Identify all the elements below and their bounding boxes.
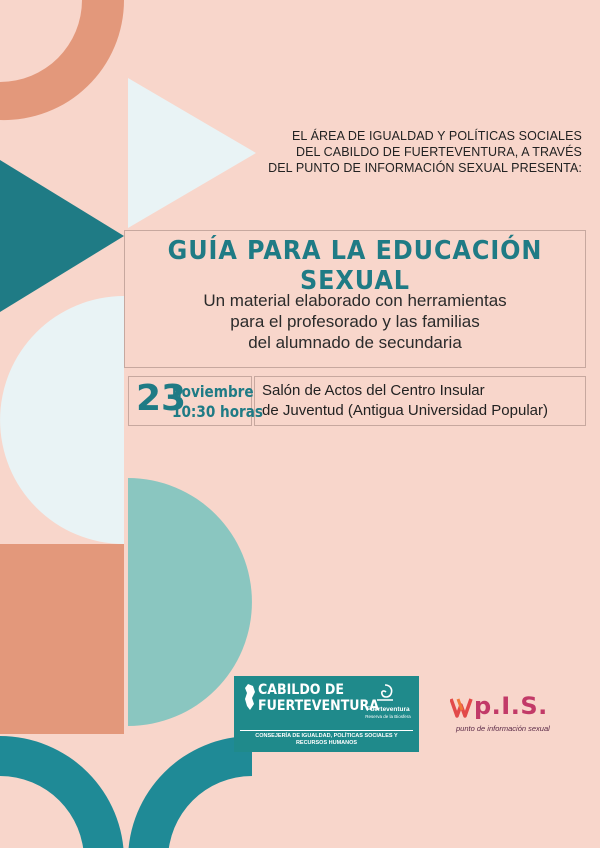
guide-subtitle (124, 290, 586, 353)
event-month: noviembre (172, 382, 254, 401)
cabildo-name (258, 682, 379, 714)
subtitle-line: Un material elaborado con herramientas (203, 291, 507, 310)
pis-logo (450, 692, 570, 740)
cabildo-divider (240, 730, 413, 731)
pis-wordmark: p.I.S. (474, 692, 548, 720)
fuerteventura-tagline: Reserva de la Biosfera (365, 714, 411, 719)
fuerteventura-spiral-icon (374, 682, 396, 704)
council-name (238, 733, 415, 747)
white-triangle (128, 78, 256, 228)
subtitle-line: del alumnado de secundaria (248, 333, 462, 352)
coral-half-ring (0, 0, 124, 120)
event-time: 10:30 horas (172, 402, 264, 421)
guide-title: GUÍA PARA LA EDUCACIÓN SEXUAL (167, 236, 543, 296)
venue-line: Salón de Actos del Centro Insular (262, 382, 485, 399)
cabildo-emblem-icon (244, 684, 256, 710)
pis-mark-icon (450, 696, 476, 718)
fuerteventura-name: Fuerteventura (366, 706, 410, 713)
teal-arc-middle (128, 736, 252, 848)
venue-line: de Juventud (Antigua Universidad Popular) (262, 402, 549, 419)
intro-line: DEL CABILDO DE FUERTEVENTURA, A TRAVÉS (295, 145, 582, 159)
intro-line: DEL PUNTO DE INFORMACIÓN SEXUAL PRESENTA: (268, 161, 582, 175)
pis-subtitle: punto de información sexual (456, 724, 550, 733)
intro-line: EL ÁREA DE IGUALDAD Y POLÍTICAS SOCIALES (292, 129, 582, 143)
cabildo-logo-block (234, 676, 419, 752)
coral-rectangle (0, 544, 124, 734)
council-line: CONSEJERÍA DE IGUALDAD, POLÍTICAS SOCIALES Y (255, 733, 398, 739)
intro-text (242, 128, 582, 176)
subtitle-line: para el profesorado y las familias (230, 312, 480, 331)
event-venue (262, 381, 587, 421)
teal-triangle (0, 160, 124, 312)
event-day: 23 (136, 378, 187, 419)
teal-arc-left (0, 736, 124, 848)
council-line: RECURSOS HUMANOS (295, 740, 358, 746)
cabildo-name-line: FUERTEVENTURA (258, 698, 379, 714)
white-half-circle (0, 296, 124, 544)
cabildo-name-line: CABILDO DE (258, 682, 344, 698)
